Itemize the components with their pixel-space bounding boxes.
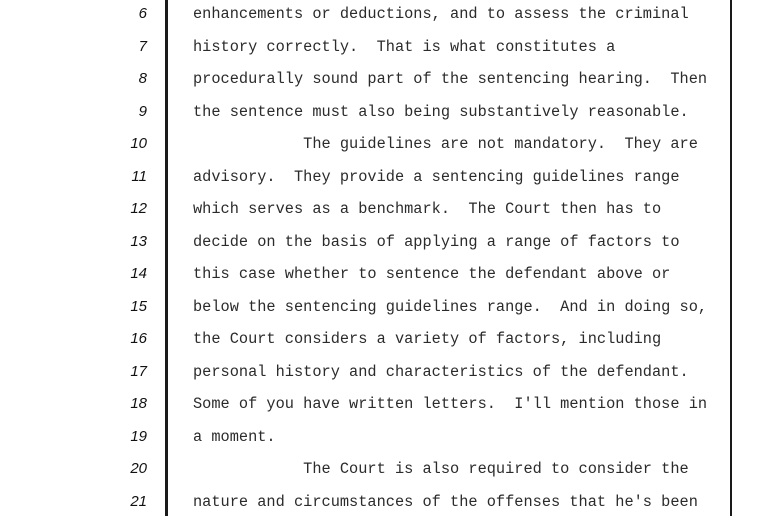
- line-number: 17: [130, 362, 147, 380]
- transcript-line: [0, 72, 780, 104]
- transcript-line: [0, 492, 780, 527]
- line-number: 9: [138, 102, 147, 120]
- transcript-line: [0, 397, 780, 429]
- line-text: procedurally sound part of the sentencing hearing. Then: [193, 70, 708, 88]
- line-number: 12: [130, 200, 147, 217]
- line-number: 10: [130, 135, 147, 152]
- transcript-line: [0, 37, 780, 72]
- line-text: the sentence must also being substantively reasonable.: [193, 102, 689, 121]
- line-text: personal history and characteristics of the defendant.: [193, 362, 689, 381]
- transcript-line: [0, 232, 780, 267]
- line-text: this case whether to sentence the defendant above or: [193, 265, 671, 283]
- transcript-line: [0, 362, 780, 397]
- line-text: decide on the basis of applying a range of factors to: [193, 232, 680, 251]
- line-number: 7: [138, 37, 147, 55]
- line-text: advisory. They provide a sentencing guidelines range: [193, 167, 680, 186]
- transcript-line: [0, 167, 780, 202]
- transcript-line: [0, 427, 780, 462]
- line-number: 13: [130, 232, 147, 250]
- line-text: which serves as a benchmark. The Court then has to: [193, 200, 662, 218]
- line-text: the Court considers a variety of factors, including: [193, 330, 662, 348]
- line-number: 19: [130, 427, 147, 445]
- transcript-line: [0, 462, 780, 494]
- line-number: 6: [138, 5, 147, 22]
- line-number: 8: [138, 70, 147, 87]
- line-text: The Court is also required to consider the: [193, 460, 689, 478]
- transcript-line: [0, 137, 780, 169]
- line-text: enhancements or deductions, and to assess the criminal: [193, 5, 689, 23]
- transcript-line: [0, 7, 780, 39]
- line-number: 18: [130, 395, 147, 412]
- transcript-line: [0, 202, 780, 234]
- line-number: 11: [131, 167, 147, 185]
- line-text: below the sentencing guidelines range. And in doing so,: [193, 297, 708, 316]
- line-text: Some of you have written letters. I'll mention those in: [193, 395, 708, 413]
- transcript-line: [0, 102, 780, 137]
- line-text: a moment.: [193, 427, 276, 446]
- line-text: history correctly. That is what constitutes a: [193, 37, 616, 56]
- line-number: 21: [130, 492, 147, 510]
- transcript-line: [0, 267, 780, 299]
- line-number: 16: [130, 330, 147, 347]
- line-number: 15: [130, 297, 147, 315]
- line-text: nature and circumstances of the offenses that he's been: [193, 492, 698, 511]
- line-text: The guidelines are not mandatory. They are: [193, 135, 698, 153]
- line-number: 14: [130, 265, 147, 282]
- transcript-line: [0, 332, 780, 364]
- line-number: 20: [130, 460, 147, 477]
- transcript-line: [0, 297, 780, 332]
